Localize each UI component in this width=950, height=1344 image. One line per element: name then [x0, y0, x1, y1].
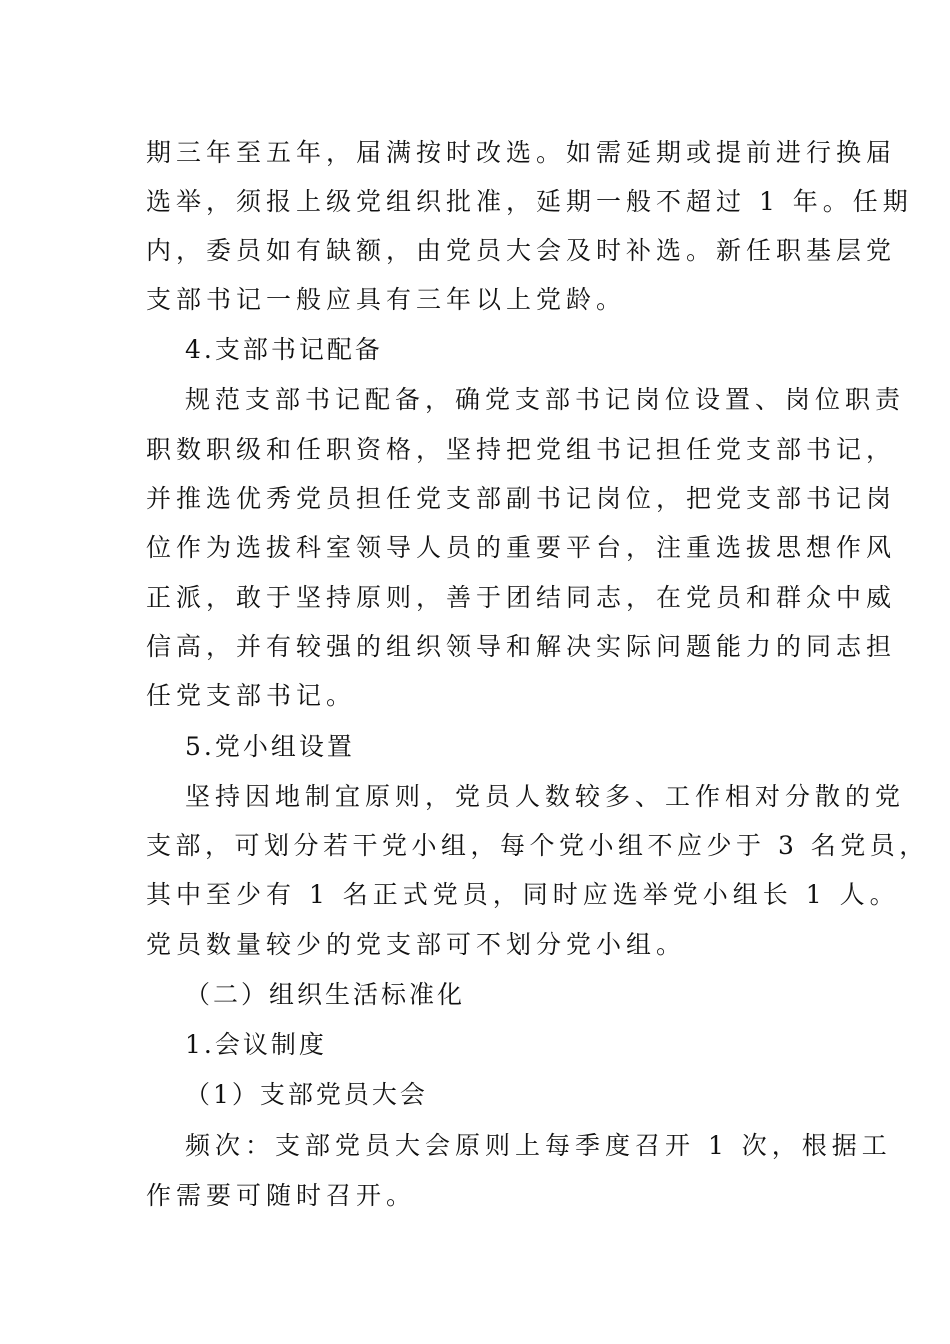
section-heading: （二）组织生活标准化 [185, 980, 466, 1009]
paragraph-line: 支部书记一般应具有三年以上党龄。 [146, 285, 627, 314]
paragraph-line: 位作为选拔科室领导人员的重要平台，注重选拔思想作风 [146, 533, 897, 562]
paragraph-line: 坚持因地制宜原则，党员人数较多、工作相对分散的党 [185, 782, 906, 811]
paragraph-line: 信高，并有较强的组织领导和解决实际问题能力的同志担 [146, 632, 897, 661]
paragraph-line: 正派，敢于坚持原则，善于团结同志，在党员和群众中威 [146, 583, 897, 612]
paragraph-line: 内，委员如有缺额，由党员大会及时补选。新任职基层党 [146, 236, 897, 265]
paragraph-line: 并推选优秀党员担任党支部副书记岗位，把党支部书记岗 [146, 484, 897, 513]
paragraph-line: 作需要可随时召开。 [146, 1181, 417, 1210]
paragraph-line: 职数职级和任职资格，坚持把党组书记担任党支部书记， [146, 435, 897, 464]
section-heading: 5.党小组设置 [185, 732, 355, 761]
paragraph-line: 任党支部书记。 [146, 681, 357, 710]
paragraph-line: 期三年至五年，届满按时改选。如需延期或提前进行换届 [146, 138, 897, 167]
paragraph-line: 规范支部书记配备，确党支部书记岗位设置、岗位职责 [185, 385, 906, 414]
section-heading: （1）支部党员大会 [185, 1080, 428, 1109]
section-heading: 1.会议制度 [185, 1030, 327, 1059]
paragraph-line: 党员数量较少的党支部可不划分党小组。 [146, 930, 687, 959]
paragraph-line: 其中至少有 1 名正式党员，同时应选举党小组长 1 人。 [146, 880, 900, 909]
paragraph-line: 频次：支部党员大会原则上每季度召开 1 次，根据工 [185, 1131, 892, 1160]
section-heading: 4.支部书记配备 [185, 335, 383, 364]
paragraph-line: 支部，可划分若干党小组，每个党小组不应少于 3 名党员， [146, 831, 929, 860]
paragraph-line: 选举，须报上级党组织批准，延期一般不超过 1 年。任期 [146, 187, 913, 216]
